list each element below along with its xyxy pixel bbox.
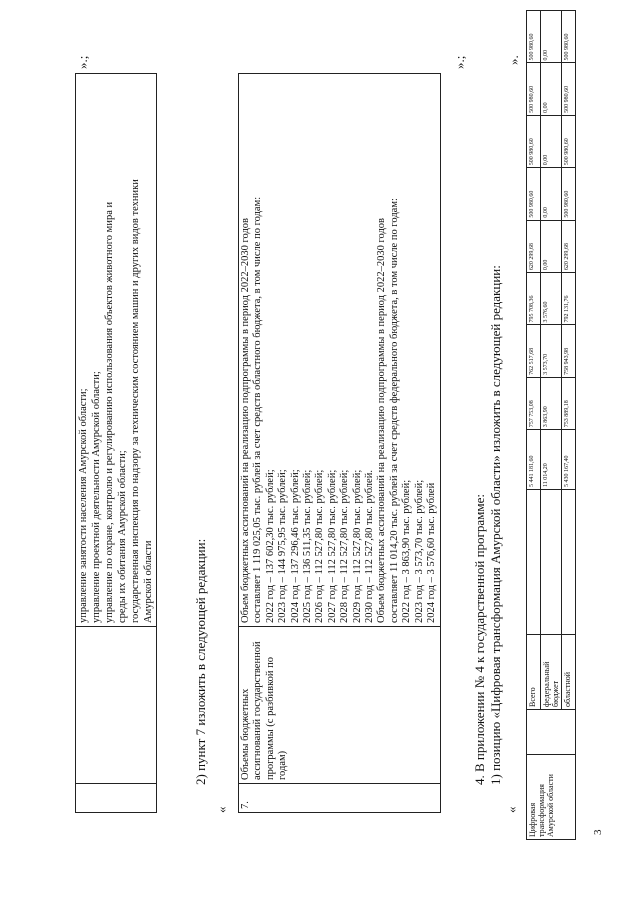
- table-cell: 620 299,68: [527, 220, 541, 272]
- responsible-table: [75, 73, 157, 813]
- item-label: Объемы бюджетных ассигнований государственной программы (с разбивкой по годам): [239, 627, 441, 784]
- table-cell: 11 014,20: [541, 430, 562, 490]
- paragraph-2: 2) пункт 7 изложить в следующей редакции:: [193, 538, 208, 785]
- detail-line: 2024 год – 3 576,60 тыс. рублей: [426, 482, 438, 623]
- table-cell-empty: [541, 490, 562, 635]
- detail-line: составляет 11 014,20 тыс. рублей за счет средств федерального бюджета, в том числе по годам:: [388, 198, 400, 623]
- closing-quote: ».;: [452, 55, 467, 69]
- table-cell: 3 863,90: [541, 377, 562, 429]
- table-cell-empty: [76, 784, 157, 813]
- funding-table: [238, 73, 441, 813]
- row-label: федеральный бюджет: [541, 635, 562, 710]
- table-cell: 500 980,60: [562, 115, 576, 167]
- item-number: 7.: [239, 784, 441, 813]
- table-cell: 5 441 181,60: [527, 430, 541, 490]
- table-cell: 5 430 167,40: [562, 430, 576, 490]
- detail-line: 2029 год – 112 527,80 тыс. рублей;: [351, 469, 363, 623]
- budget-table: [526, 10, 576, 840]
- table-row: [527, 11, 541, 840]
- detail-line: 2023 год – 3 573,70 тыс. рублей;: [413, 479, 425, 623]
- funding-details: [239, 74, 441, 627]
- program-name: Цифровая трансформация Амурской области: [527, 755, 576, 840]
- list-line: среды их обитания Амурской области;: [117, 450, 128, 623]
- table-cell: 753 889,18: [562, 377, 576, 429]
- table-cell: 3 573,70: [541, 325, 562, 377]
- list-line: управление по охране, контролю и регулированию использования объектов животного мира и: [104, 201, 115, 623]
- row-label: Всего: [527, 635, 541, 710]
- page-number: 3: [592, 829, 604, 835]
- table-cell: 500 980,60: [562, 11, 576, 64]
- table-row: [239, 74, 441, 813]
- detail-line: 2024 год – 137 296,46 тыс. рублей;: [289, 469, 301, 623]
- detail-line: 2026 год – 112 527,80 тыс. рублей;: [314, 469, 326, 623]
- open-quote: «: [214, 806, 229, 813]
- detail-line: Объем бюджетных ассигнований на реализацию подпрограммы в период 2022–2030 годов: [240, 217, 251, 623]
- table-cell: 795 708,36: [527, 273, 541, 325]
- table-cell: 500 980,60: [527, 63, 541, 115]
- detail-line: 2022 год – 137 602,30 тыс. рублей;: [264, 469, 276, 623]
- detail-line: Объем бюджетных ассигнований на реализацию подпрограммы в период 2022–2030 годов: [376, 217, 388, 623]
- table-cell: 500 980,60: [562, 168, 576, 220]
- detail-line: 2028 год – 112 527,80 тыс. рублей;: [339, 469, 351, 623]
- detail-line: 2027 год – 112 527,80 тыс. рублей;: [326, 469, 338, 623]
- table-row: [76, 74, 157, 813]
- table-cell: 500 980,60: [527, 168, 541, 220]
- table-cell-empty: [76, 627, 157, 784]
- closing-quote: ».: [506, 55, 521, 65]
- detail-line: 2025 год – 136 511,35 тыс. рублей;: [302, 469, 314, 623]
- paragraph-4: 4. В приложении № 4 к государственной программе:: [472, 494, 487, 785]
- detail-line: 2030 год – 112 527,80 тыс. рублей.: [364, 470, 376, 623]
- paragraph-4-1: 1) позицию «Цифровая трансформация Амурской области» изложить в следующей редакции:: [488, 265, 503, 785]
- table-cell: 758 943,98: [562, 325, 576, 377]
- list-line: государственная инспекция по надзору за техническим состоянием машин и других видов техники: [130, 179, 141, 623]
- table-cell: 0,00: [541, 115, 562, 167]
- list-line: управление проектной деятельности Амурской области;: [91, 371, 102, 623]
- table-cell: 762 517,68: [527, 325, 541, 377]
- table-cell: 620 299,68: [562, 220, 576, 272]
- list-line: Амурской области: [143, 540, 154, 623]
- row-label: областной: [562, 635, 576, 710]
- responsible-list: [76, 74, 157, 627]
- table-cell-empty: [527, 490, 541, 635]
- list-line: управление занятости населения Амурской области;: [78, 388, 89, 623]
- detail-line: 2023 год – 144 975,95 тыс. рублей;: [277, 469, 289, 623]
- table-cell: 3 576,60: [541, 273, 562, 325]
- table-cell: 500 980,60: [527, 11, 541, 64]
- table-cell: 500 980,60: [527, 115, 541, 167]
- table-cell: 757 753,08: [527, 377, 541, 429]
- detail-line: 2022 год – 3 863,90 тыс. рублей;: [401, 479, 413, 623]
- detail-line: составляет 1 119 025,05 тыс. рублей за счет средств областного бюджета, в том числе по годам:: [252, 196, 264, 623]
- table-cell: 792 131,76: [562, 273, 576, 325]
- table-cell: 0,00: [541, 11, 562, 64]
- table-cell: 0,00: [541, 63, 562, 115]
- table-cell: 0,00: [541, 220, 562, 272]
- table-cell: 0,00: [541, 168, 562, 220]
- open-quote: «: [504, 806, 519, 813]
- table-cell-empty: [527, 710, 576, 755]
- closing-quote: ».;: [75, 55, 90, 69]
- table-cell: 500 980,60: [562, 63, 576, 115]
- table-cell-empty: [562, 490, 576, 635]
